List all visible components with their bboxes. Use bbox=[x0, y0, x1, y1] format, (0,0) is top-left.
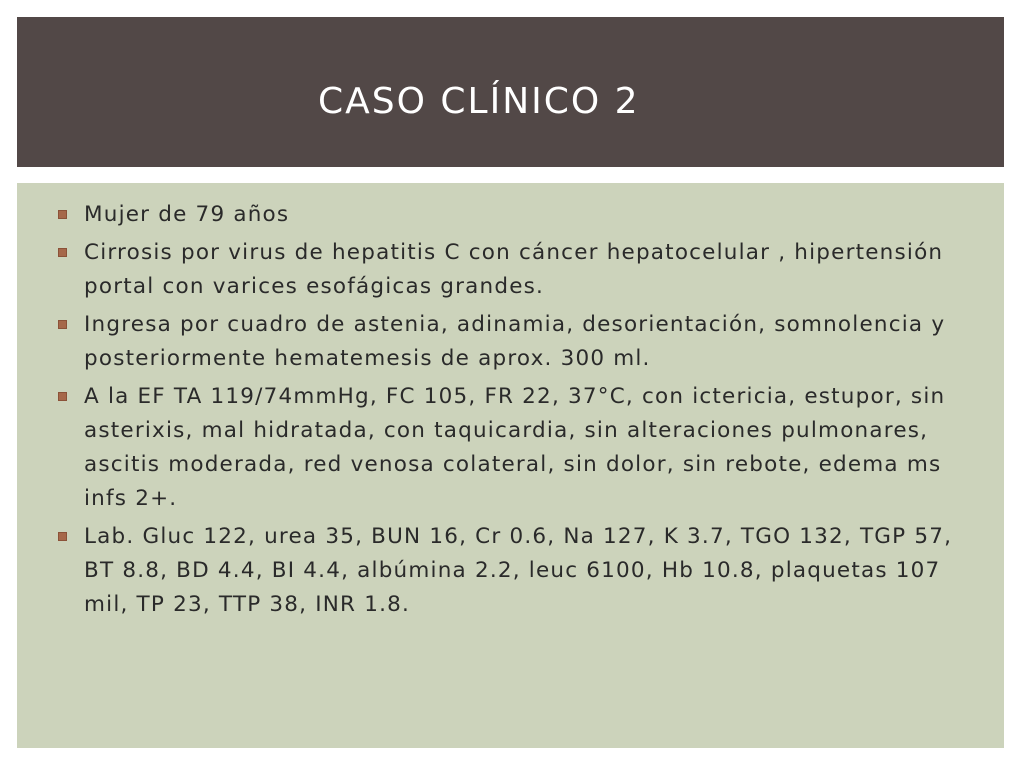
square-bullet-icon bbox=[58, 392, 67, 401]
square-bullet-icon bbox=[58, 532, 67, 541]
bullet-text: Lab. Gluc 122, urea 35, BUN 16, Cr 0.6, Na 127, K 3.7, TGO 132, TGP 57, BT 8.8, BD 4.4, BI 4.4, albúmina 2.2, leuc 6100, Hb 10.8, plaquetas 107 mil, TP 23, TTP 38, INR 1.8. bbox=[84, 524, 953, 617]
slide-title: CASO CLÍNICO 2 bbox=[318, 81, 640, 122]
bullet-text: Ingresa por cuadro de astenia, adinamia, desorientación, somnolencia y posteriormente hematemesis de aprox. 300 ml. bbox=[84, 312, 946, 371]
bullet-text: Cirrosis por virus de hepatitis C con cáncer hepatocelular , hipertensión portal con varices esofágicas grandes. bbox=[84, 240, 944, 299]
bullet-text: Mujer de 79 años bbox=[84, 202, 290, 227]
bullet-list bbox=[58, 198, 978, 626]
square-bullet-icon bbox=[58, 248, 67, 257]
bullet-item-exam bbox=[58, 380, 978, 516]
square-bullet-icon bbox=[58, 320, 67, 329]
bullet-text: A la EF TA 119/74mmHg, FC 105, FR 22, 37°C, con ictericia, estupor, sin asterixis, mal hidratada, con taquicardia, sin alteraciones pulmonares, ascitis moderada, red venosa colateral, sin dolor, sin rebote, edema ms infs 2+. bbox=[84, 384, 946, 511]
bullet-item-history bbox=[58, 236, 978, 304]
bullet-item-labs bbox=[58, 520, 978, 622]
bullet-item-patient bbox=[58, 198, 978, 232]
bullet-item-admission bbox=[58, 308, 978, 376]
square-bullet-icon bbox=[58, 210, 67, 219]
